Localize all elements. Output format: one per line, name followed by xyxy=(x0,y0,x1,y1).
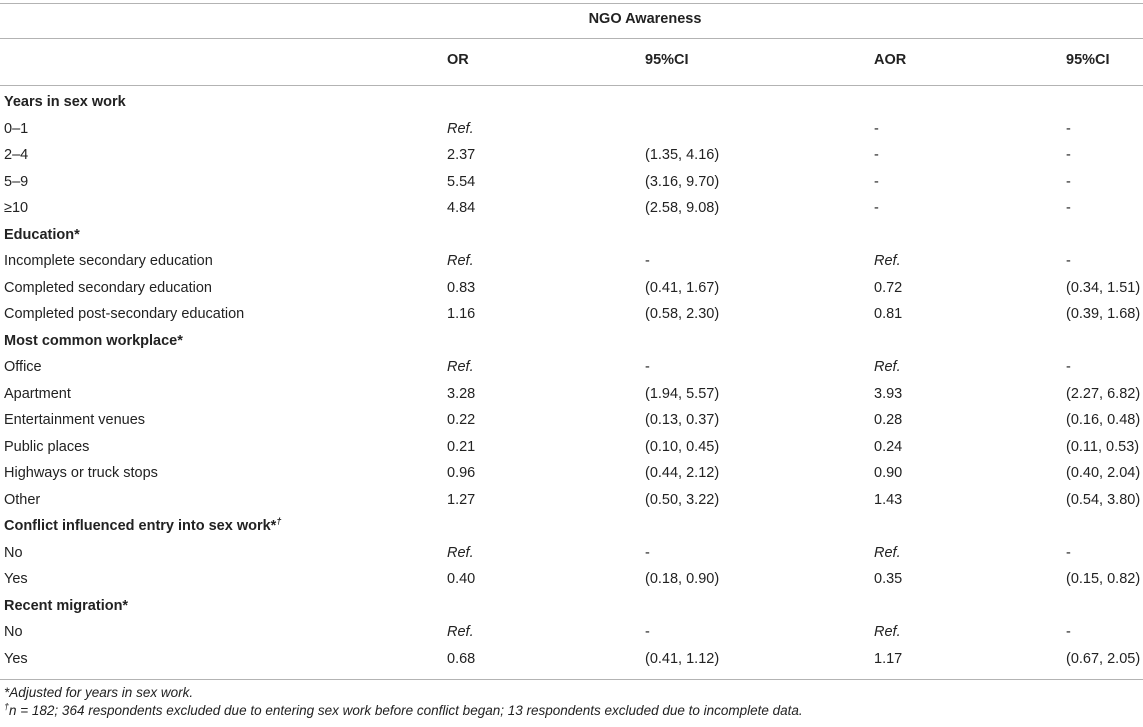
cell-aor: - xyxy=(874,173,879,190)
section-row xyxy=(0,513,1143,539)
row-label: 2–4 xyxy=(4,147,29,163)
column-header-adjusted-ci: 95%CI xyxy=(1066,52,1110,68)
row-label: Yes xyxy=(4,650,28,667)
cell-adjusted-ci: - xyxy=(1066,544,1071,561)
row-label: Public places xyxy=(4,438,90,455)
table-row xyxy=(0,646,1143,672)
table-row xyxy=(0,381,1143,407)
cell-or: Ref. xyxy=(447,120,474,137)
cell-ci: (1.94, 5.57) xyxy=(645,385,720,402)
section-row xyxy=(0,89,1143,115)
cell-aor: - xyxy=(874,200,879,216)
cell-adjusted-ci: (0.15, 0.82) xyxy=(1066,571,1141,587)
table-row xyxy=(0,301,1143,327)
cell-adjusted-ci: (0.34, 1.51) xyxy=(1066,279,1141,296)
cell-aor: - xyxy=(874,120,879,137)
row-label: Other xyxy=(4,491,41,508)
cell-or: 1.16 xyxy=(447,306,476,322)
section-title xyxy=(4,593,128,619)
column-header-aor: AOR xyxy=(874,52,907,68)
section-title-text: Most common workplace* xyxy=(4,332,183,349)
section-row xyxy=(0,222,1143,248)
cell-or: 0.22 xyxy=(447,412,476,428)
cell-ci: (0.13, 0.37) xyxy=(645,412,720,428)
cell-ci: (0.58, 2.30) xyxy=(645,306,720,322)
footnote-adjusted: *Adjusted for years in sex work. xyxy=(4,685,194,700)
table-row xyxy=(0,275,1143,301)
cell-adjusted-ci: (0.11, 0.53) xyxy=(1066,438,1140,455)
cell-or: 0.83 xyxy=(447,279,476,296)
section-title-text: Years in sex work xyxy=(4,94,126,110)
column-header-or: OR xyxy=(447,52,469,68)
section-title-text: Conflict influenced entry into sex work* xyxy=(4,518,277,534)
table-row xyxy=(0,434,1143,460)
section-title xyxy=(4,513,281,539)
row-label: Incomplete secondary education xyxy=(4,253,213,269)
cell-ci: (0.18, 0.90) xyxy=(645,571,720,587)
cell-aor: 1.17 xyxy=(874,650,903,667)
cell-adjusted-ci: (0.54, 3.80) xyxy=(1066,491,1141,508)
cell-aor: 0.90 xyxy=(874,465,903,481)
row-label: Apartment xyxy=(4,385,71,402)
column-header-ci: 95%CI xyxy=(645,52,689,68)
cell-adjusted-ci: - xyxy=(1066,173,1071,190)
cell-aor: Ref. xyxy=(874,624,901,640)
table-row xyxy=(0,487,1143,513)
section-title xyxy=(4,328,183,354)
row-label: 0–1 xyxy=(4,120,29,137)
section-title-text: Education* xyxy=(4,226,80,243)
cell-aor: 0.35 xyxy=(874,571,903,587)
table-row xyxy=(0,116,1143,142)
cell-ci: (0.41, 1.12) xyxy=(645,650,720,667)
footnote-sample xyxy=(4,703,803,718)
cell-ci: (2.58, 9.08) xyxy=(645,200,720,216)
cell-or: Ref. xyxy=(447,624,474,640)
cell-ci: - xyxy=(645,253,650,269)
cell-aor: Ref. xyxy=(874,544,901,561)
cell-or: 0.40 xyxy=(447,571,476,587)
cell-or: Ref. xyxy=(447,359,474,375)
cell-ci: (3.16, 9.70) xyxy=(645,173,720,190)
row-label: Office xyxy=(4,359,42,375)
top-rule xyxy=(0,3,1143,4)
cell-aor: 1.43 xyxy=(874,491,903,508)
cell-adjusted-ci: (2.27, 6.82) xyxy=(1066,385,1141,402)
section-title-text: Recent migration* xyxy=(4,597,129,614)
section-title xyxy=(4,89,126,115)
table-row xyxy=(0,566,1143,592)
cell-adjusted-ci: - xyxy=(1066,624,1071,640)
table-row xyxy=(0,169,1143,195)
header-rule xyxy=(0,85,1143,86)
bottom-rule xyxy=(0,679,1143,680)
cell-adjusted-ci: - xyxy=(1066,147,1071,163)
cell-or: 1.27 xyxy=(447,491,476,508)
row-label: Yes xyxy=(4,571,28,587)
cell-adjusted-ci: - xyxy=(1066,253,1071,269)
cell-adjusted-ci: (0.16, 0.48) xyxy=(1066,412,1141,428)
cell-or: Ref. xyxy=(447,544,474,561)
cell-aor: 0.72 xyxy=(874,279,903,296)
row-label: Completed post-secondary education xyxy=(4,306,245,322)
cell-ci: (0.41, 1.67) xyxy=(645,279,720,296)
cell-adjusted-ci: - xyxy=(1066,200,1071,216)
cell-ci: (1.35, 4.16) xyxy=(645,147,720,163)
cell-aor: 3.93 xyxy=(874,385,903,402)
cell-adjusted-ci: (0.40, 2.04) xyxy=(1066,465,1141,481)
section-row xyxy=(0,328,1143,354)
cell-aor: Ref. xyxy=(874,253,901,269)
table-row xyxy=(0,248,1143,274)
footnote-dagger: † xyxy=(4,701,10,712)
cell-adjusted-ci: - xyxy=(1066,359,1071,375)
cell-or: 4.84 xyxy=(447,200,476,216)
cell-ci: (0.50, 3.22) xyxy=(645,491,720,508)
cell-aor: Ref. xyxy=(874,359,901,375)
cell-ci: - xyxy=(645,359,650,375)
cell-aor: - xyxy=(874,147,879,163)
row-label: 5–9 xyxy=(4,173,29,190)
cell-adjusted-ci: (0.67, 2.05) xyxy=(1066,650,1141,667)
row-label: ≥10 xyxy=(4,200,29,216)
table-row xyxy=(0,460,1143,486)
row-label: Entertainment venues xyxy=(4,412,146,428)
cell-ci: - xyxy=(645,624,650,640)
cell-ci: - xyxy=(645,544,650,561)
cell-adjusted-ci: - xyxy=(1066,120,1071,137)
row-label: Highways or truck stops xyxy=(4,465,158,481)
group-header: NGO Awareness xyxy=(588,11,702,27)
table-row xyxy=(0,354,1143,380)
footnote-sample-text: n = 182; 364 respondents excluded due to entering sex work before conflict began; 13 respondents excluded due to incomplete data. xyxy=(9,703,803,718)
cell-or: 3.28 xyxy=(447,385,476,402)
section-title xyxy=(4,222,80,248)
table-row xyxy=(0,407,1143,433)
group-header-rule xyxy=(0,38,1143,39)
cell-adjusted-ci: (0.39, 1.68) xyxy=(1066,306,1141,322)
cell-or: 0.21 xyxy=(447,438,476,455)
section-title-mark: † xyxy=(276,516,282,527)
table-row xyxy=(0,619,1143,645)
cell-aor: 0.28 xyxy=(874,412,903,428)
cell-ci: (0.44, 2.12) xyxy=(645,465,720,481)
cell-or: 2.37 xyxy=(447,147,476,163)
cell-aor: 0.24 xyxy=(874,438,903,455)
row-label: No xyxy=(4,624,23,640)
cell-or: Ref. xyxy=(447,253,474,269)
cell-ci: (0.10, 0.45) xyxy=(645,438,720,455)
section-row xyxy=(0,593,1143,619)
cell-or: 0.96 xyxy=(447,465,476,481)
row-label: No xyxy=(4,544,23,561)
row-label: Completed secondary education xyxy=(4,279,212,296)
table-row xyxy=(0,540,1143,566)
table-row xyxy=(0,142,1143,168)
cell-or: 5.54 xyxy=(447,173,476,190)
table-row xyxy=(0,195,1143,221)
cell-or: 0.68 xyxy=(447,650,476,667)
cell-aor: 0.81 xyxy=(874,306,903,322)
